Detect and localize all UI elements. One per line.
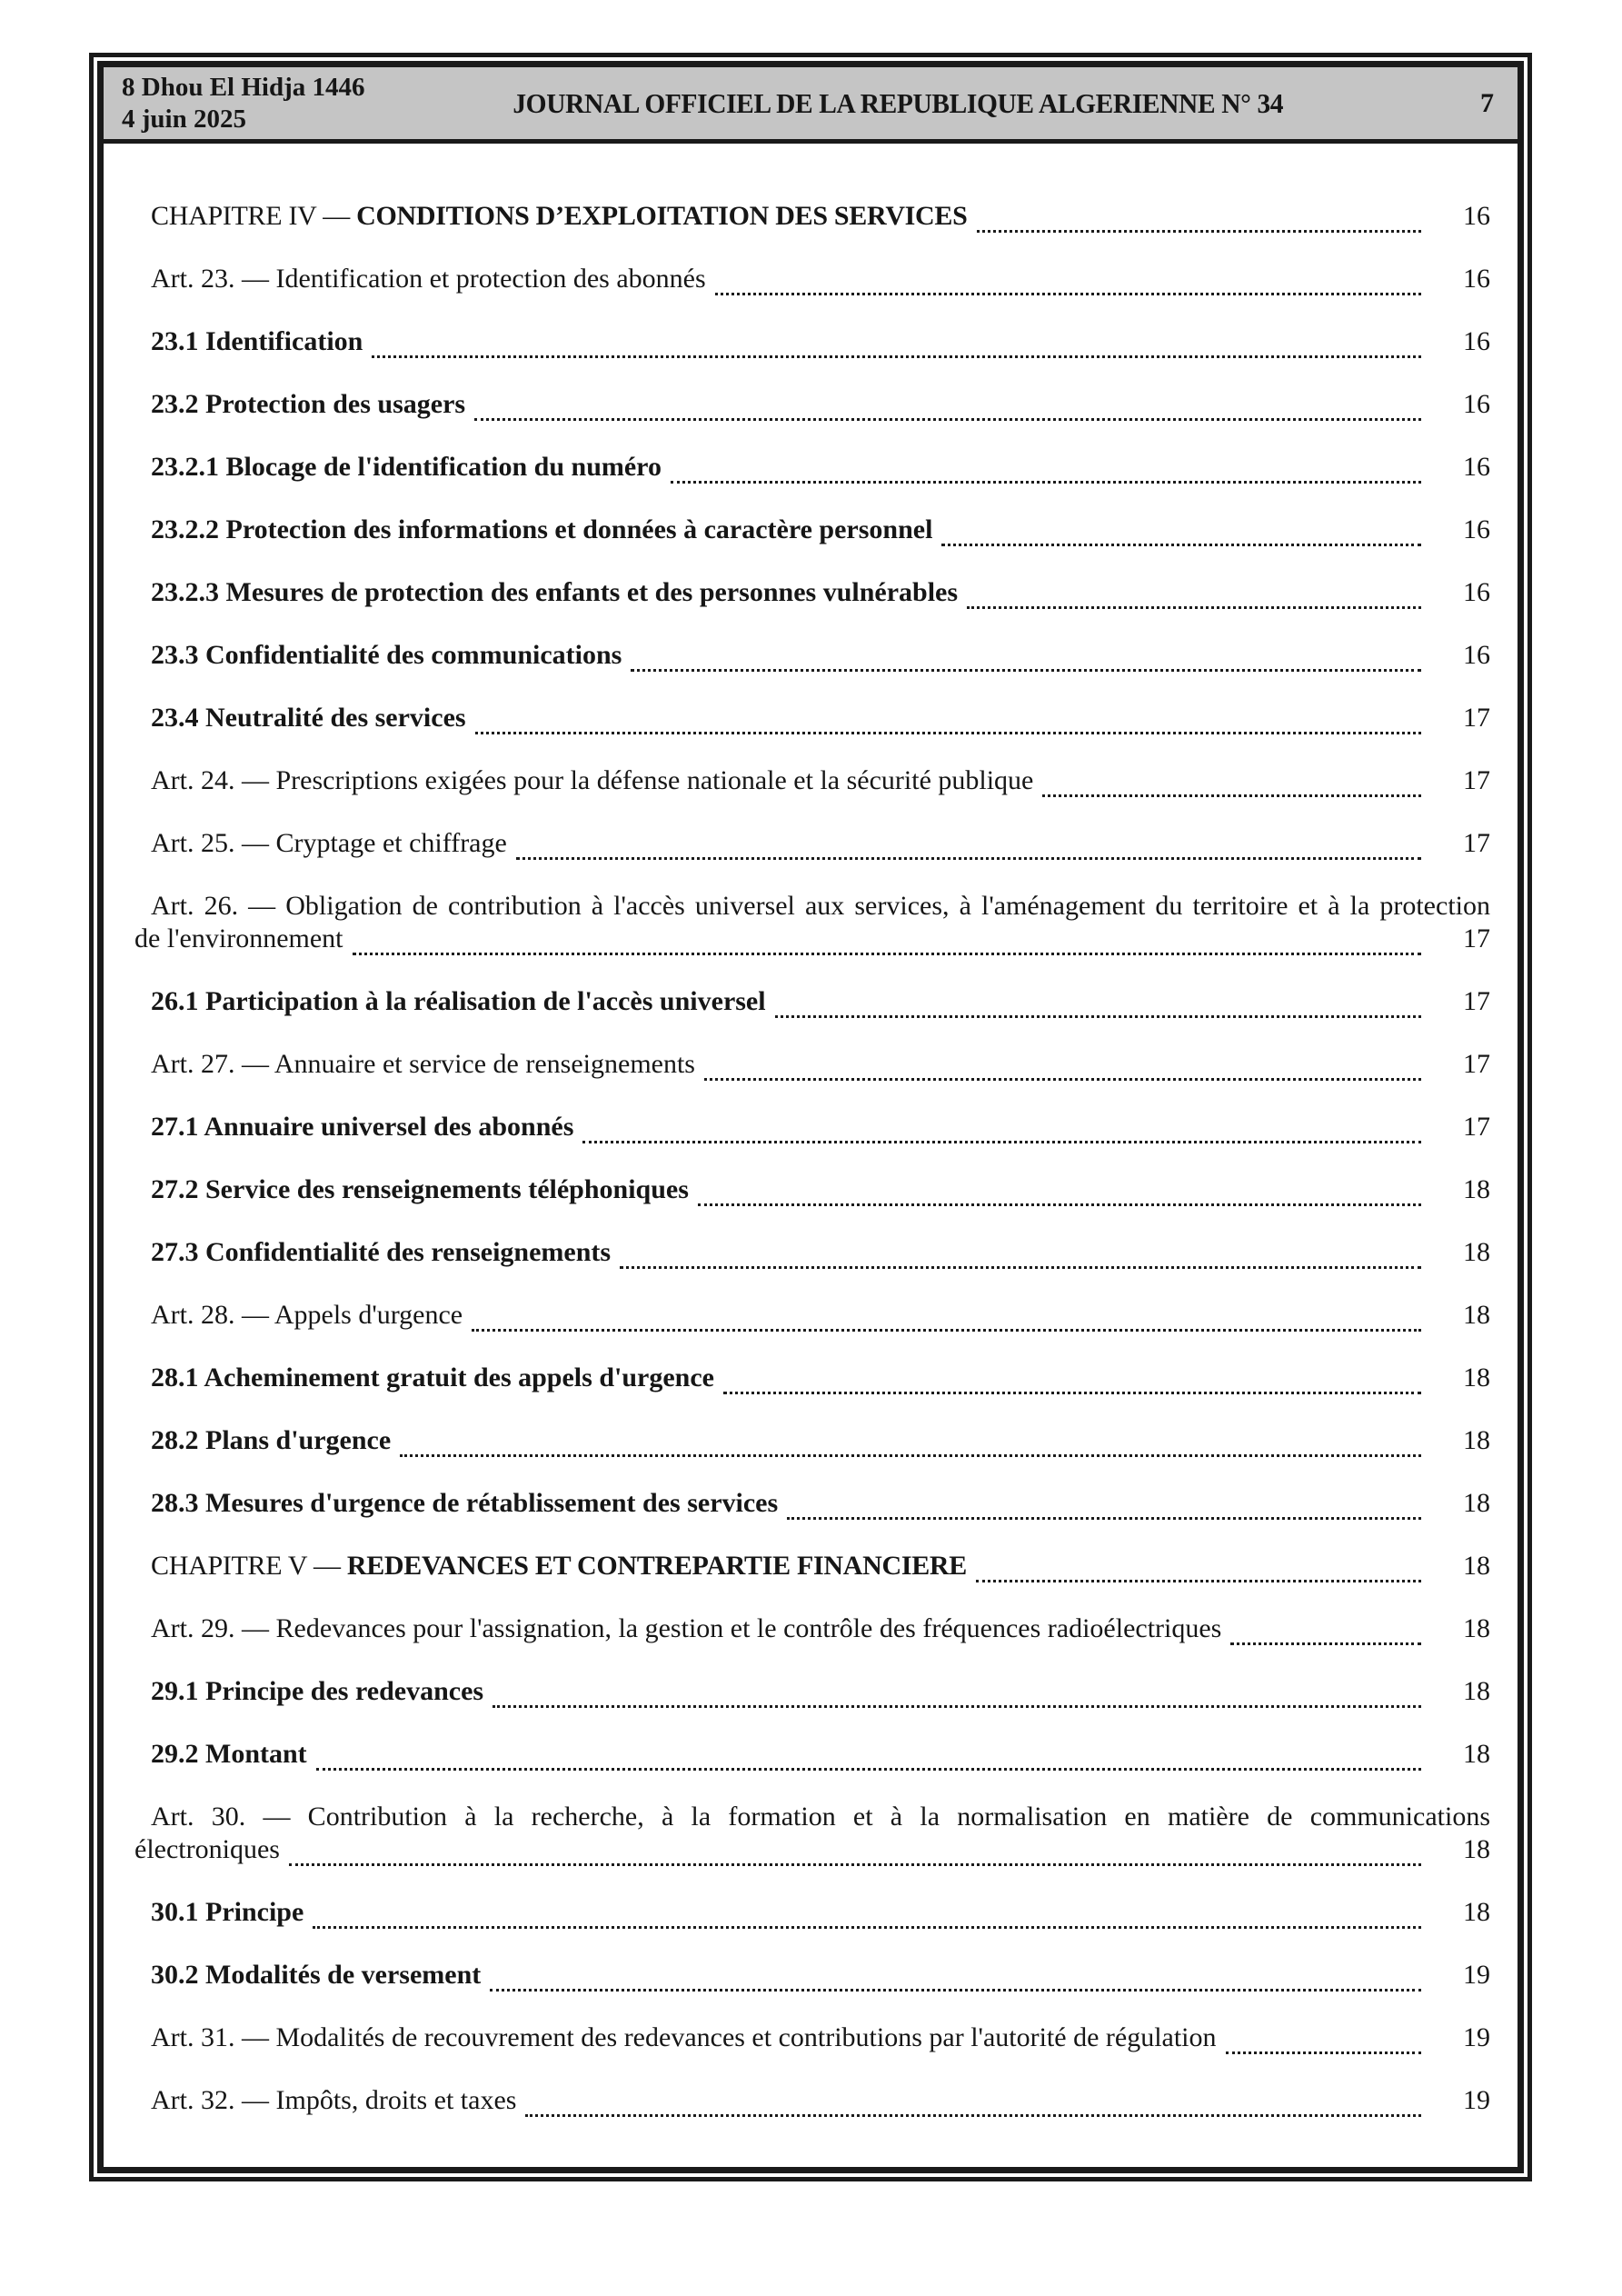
toc-entry-text xyxy=(134,263,706,295)
dot-leader xyxy=(715,287,1421,295)
toc-page-number: 16 xyxy=(1463,326,1490,356)
toc-entry-text xyxy=(134,1111,573,1143)
toc-entry-text xyxy=(134,1173,689,1206)
toc-entry xyxy=(134,1801,1490,1866)
toc-entry-title: 29.1 Principe des redevances xyxy=(151,1676,484,1706)
toc-page-number: 17 xyxy=(1463,1112,1490,1142)
toc-page-number: 16 xyxy=(1463,389,1490,419)
toc-entry xyxy=(134,200,1490,233)
toc-entry-line1: Art. 26. — Obligation de contribution à l'accès universel aux services, à l'aménagement du territoire et à la protection xyxy=(151,891,1490,921)
toc-entry-title: 28.2 Plans d'urgence xyxy=(151,1425,392,1455)
toc-entry xyxy=(134,263,1490,295)
toc-entry xyxy=(134,1675,1490,1708)
dot-leader xyxy=(671,475,1421,484)
dot-leader xyxy=(472,1323,1421,1332)
toc-entry xyxy=(134,1550,1490,1582)
header-date-gregorian: 4 juin 2025 xyxy=(122,104,246,134)
toc-page-number: 18 xyxy=(1463,1551,1490,1581)
toc-entry xyxy=(134,514,1490,546)
toc-entry-title: 30.1 Principe xyxy=(151,1897,304,1927)
toc-page-number: 17 xyxy=(1463,986,1490,1016)
toc-entry xyxy=(134,639,1490,672)
toc-entry-text xyxy=(134,1738,307,1771)
toc-page-number: 18 xyxy=(1463,1613,1490,1643)
page-frame xyxy=(89,53,1532,2181)
dot-leader xyxy=(372,350,1421,358)
toc-entry xyxy=(134,985,1490,1018)
toc-page-number: 17 xyxy=(1463,923,1490,953)
toc-entry-title: 30.2 Modalités de versement xyxy=(151,1960,482,1990)
dot-leader xyxy=(976,1574,1421,1582)
toc-entry xyxy=(134,764,1490,797)
toc-entry-title: 23.4 Neutralité des services xyxy=(151,703,466,733)
toc-entry-text xyxy=(134,2021,1217,2054)
toc-entry-line1: Art. 30. — Contribution à la recherche, à la formation et à la normalisation en matière de communications xyxy=(151,1802,1490,1832)
page-header xyxy=(104,67,1518,144)
toc-page-number: 18 xyxy=(1463,1488,1490,1518)
toc-entry xyxy=(134,890,1490,955)
toc-entry-title: 26.1 Participation à la réalisation de l'accès universel xyxy=(151,986,766,1016)
toc-entry xyxy=(134,1299,1490,1332)
toc-entry-title: 27.2 Service des renseignements téléphoniques xyxy=(151,1174,689,1204)
dot-leader xyxy=(775,1010,1421,1018)
toc-page-number: 16 xyxy=(1463,514,1490,544)
dot-leader xyxy=(704,1073,1421,1081)
dot-leader xyxy=(474,413,1421,421)
dot-leader xyxy=(631,664,1421,672)
toc-entry xyxy=(134,702,1490,734)
dot-leader xyxy=(1226,2046,1421,2054)
dot-leader xyxy=(316,1762,1421,1771)
toc-entry-text xyxy=(134,1299,463,1332)
dot-leader xyxy=(516,852,1421,860)
toc-entry xyxy=(134,1362,1490,1394)
header-page-number: 7 xyxy=(1480,87,1494,118)
toc-page-number: 18 xyxy=(1463,1300,1490,1330)
toc-page-number: 18 xyxy=(1463,1237,1490,1267)
dot-leader xyxy=(582,1135,1421,1143)
dot-leader xyxy=(723,1386,1421,1394)
toc-entry xyxy=(134,1173,1490,1206)
dot-leader xyxy=(698,1198,1421,1206)
toc-entry xyxy=(134,2021,1490,2054)
header-dates xyxy=(122,72,365,135)
toc-page-number: 19 xyxy=(1463,2022,1490,2052)
toc-entry-text xyxy=(134,985,766,1018)
toc-entry-text xyxy=(134,827,507,860)
dot-leader xyxy=(490,1983,1421,1992)
toc-entry xyxy=(134,1236,1490,1269)
dot-leader xyxy=(620,1261,1421,1269)
dot-leader xyxy=(313,1921,1421,1929)
toc-entry-text xyxy=(134,1362,714,1394)
toc-entry-title: Art. 32. — Impôts, droits et taxes xyxy=(151,2085,517,2115)
dot-leader xyxy=(289,1858,1421,1866)
toc-entry-title: Art. 23. — Identification et protection des abonnés xyxy=(151,264,706,294)
toc-entry-text xyxy=(134,702,466,734)
toc-entry xyxy=(134,2084,1490,2117)
dot-leader xyxy=(400,1449,1421,1457)
toc-page-number: 19 xyxy=(1463,2085,1490,2115)
dot-leader xyxy=(1042,789,1421,797)
toc-entry-title: Art. 24. — Prescriptions exigées pour la défense nationale et la sécurité publique xyxy=(151,765,1034,795)
toc-entry-text xyxy=(134,764,1033,797)
toc-entry-text xyxy=(134,1896,304,1929)
toc-entry xyxy=(134,576,1490,609)
toc-entry-prefix: CHAPITRE IV — xyxy=(151,201,357,231)
toc-entry xyxy=(134,1896,1490,1929)
toc-entry xyxy=(134,388,1490,421)
toc-entry-text xyxy=(134,451,662,484)
toc-entry-text xyxy=(134,576,958,609)
toc-entry-title: 27.3 Confidentialité des renseignements xyxy=(151,1237,612,1267)
toc-page-number: 18 xyxy=(1463,1363,1490,1393)
toc-page-number: 18 xyxy=(1463,1897,1490,1927)
toc-page-number: 17 xyxy=(1463,1049,1490,1079)
toc-entry-line2: électroniques xyxy=(134,1834,280,1864)
toc-entry xyxy=(134,1111,1490,1143)
toc-entry-text xyxy=(134,2084,516,2117)
toc-entry-title: 23.1 Identification xyxy=(151,326,363,356)
toc-entry-title: Art. 31. — Modalités de recouvrement des redevances et contributions par l'autorité de régulation xyxy=(151,2022,1217,2052)
toc-list xyxy=(104,144,1518,2117)
toc-entry-title: Art. 27. — Annuaire et service de renseignements xyxy=(151,1049,695,1079)
toc-entry xyxy=(134,1048,1490,1081)
toc-entry-title: 23.2.2 Protection des informations et données à caractère personnel xyxy=(151,514,933,544)
dot-leader xyxy=(787,1512,1421,1520)
toc-page-number: 19 xyxy=(1463,1960,1490,1990)
toc-entry xyxy=(134,1959,1490,1992)
toc-page-number: 16 xyxy=(1463,264,1490,294)
toc-entry-title: 29.2 Montant xyxy=(151,1739,307,1769)
toc-page-number: 18 xyxy=(1463,1739,1490,1769)
toc-entry-title: 28.3 Mesures d'urgence de rétablissement des services xyxy=(151,1488,779,1518)
toc-entry-prefix: CHAPITRE V — xyxy=(151,1551,347,1581)
toc-entry-text xyxy=(134,1959,481,1992)
header-date-hijri: 8 Dhou El Hidja 1446 xyxy=(122,72,365,102)
toc-page-number: 17 xyxy=(1463,828,1490,858)
toc-entry-text xyxy=(134,639,622,672)
toc-entry-text xyxy=(134,325,363,358)
toc-entry-title: REDEVANCES ET CONTREPARTIE FINANCIERE xyxy=(346,1551,968,1581)
toc-entry xyxy=(134,451,1490,484)
toc-entry-title: CONDITIONS D’EXPLOITATION DES SERVICES xyxy=(356,201,968,231)
page-frame-inner xyxy=(97,61,1524,2173)
toc-page-number: 16 xyxy=(1463,577,1490,607)
journal-title: JOURNAL OFFICIEL DE LA REPUBLIQUE ALGERIENNE N° 34 xyxy=(512,86,1283,119)
toc-entry-line2: de l'environnement xyxy=(134,923,343,953)
toc-entry-text xyxy=(134,1675,483,1708)
toc-entry-title: Art. 29. — Redevances pour l'assignation, la gestion et le contrôle des fréquences radioélectriques xyxy=(151,1613,1222,1643)
toc-entry-text xyxy=(134,1487,778,1520)
toc-entry-text xyxy=(134,1612,1221,1645)
toc-entry xyxy=(134,827,1490,860)
dot-leader xyxy=(1230,1637,1421,1645)
dot-leader xyxy=(967,601,1421,609)
toc-page-number: 18 xyxy=(1463,1425,1490,1455)
toc-entry xyxy=(134,1424,1490,1457)
toc-page-number: 18 xyxy=(1463,1834,1490,1864)
toc-page-number: 16 xyxy=(1463,201,1490,231)
toc-entry xyxy=(134,1738,1490,1771)
toc-entry-title: 28.1 Acheminement gratuit des appels d'urgence xyxy=(151,1363,714,1393)
toc-entry-title: 23.2.1 Blocage de l'identification du numéro xyxy=(151,452,662,482)
toc-page-number: 16 xyxy=(1463,452,1490,482)
toc-entry xyxy=(134,1612,1490,1645)
toc-page-number: 17 xyxy=(1463,703,1490,733)
toc-entry-title: 23.2.3 Mesures de protection des enfants et des personnes vulnérables xyxy=(151,577,959,607)
toc-page-number: 17 xyxy=(1463,765,1490,795)
toc-entry-title: 27.1 Annuaire universel des abonnés xyxy=(151,1112,574,1142)
toc-page-number: 16 xyxy=(1463,640,1490,670)
toc-entry-text xyxy=(134,200,968,233)
dot-leader xyxy=(353,947,1422,955)
toc-entry-text xyxy=(134,514,932,546)
toc-page-number: 18 xyxy=(1463,1676,1490,1706)
dot-leader xyxy=(525,2109,1421,2117)
toc-entry-text xyxy=(134,1424,391,1457)
toc-entry xyxy=(134,1487,1490,1520)
toc-page-number: 18 xyxy=(1463,1174,1490,1204)
toc-entry-text xyxy=(134,1048,695,1081)
toc-entry-title: 23.3 Confidentialité des communications xyxy=(151,640,622,670)
dot-leader xyxy=(493,1700,1421,1708)
dot-leader xyxy=(475,726,1421,734)
toc-entry-text xyxy=(134,388,465,421)
dot-leader xyxy=(941,538,1421,546)
toc-entry xyxy=(134,325,1490,358)
toc-entry-text xyxy=(134,1550,967,1582)
toc-entry-text xyxy=(134,1236,611,1269)
toc-entry-title: 23.2 Protection des usagers xyxy=(151,389,466,419)
toc-entry-title: Art. 28. — Appels d'urgence xyxy=(151,1300,463,1330)
dot-leader xyxy=(977,225,1421,233)
toc-entry-title: Art. 25. — Cryptage et chiffrage xyxy=(151,828,507,858)
